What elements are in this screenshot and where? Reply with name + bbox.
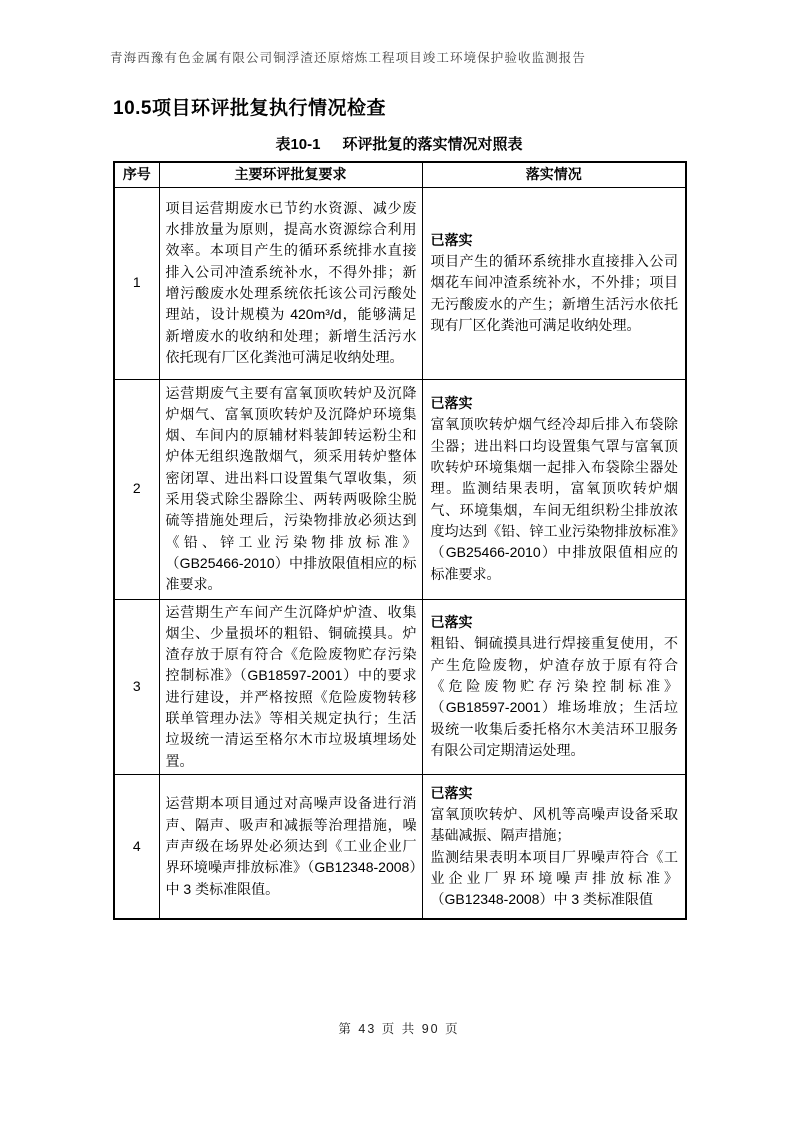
column-header-no: 序号 <box>114 162 159 187</box>
table-row <box>114 187 686 379</box>
status-label: 已落实 <box>430 395 473 412</box>
implementation-paragraph: 项目产生的循环系统排水直接排入公司烟花车间冲渣系统补水，不外排；项目无污酸废水的产生；新增生活污水依托现有厂区化粪池可满足收纳处理。 <box>430 253 678 333</box>
status-label: 已落实 <box>430 614 473 631</box>
table-caption-text: 环评批复的落实情况对照表 <box>342 136 523 153</box>
table-row <box>114 774 686 919</box>
implementation-cell <box>422 379 686 599</box>
table-caption <box>113 133 685 154</box>
compliance-table <box>113 161 687 920</box>
requirement-cell: 运营期本项目通过对高噪声设备进行消声、隔声、吸声和减振等治理措施，噪声声级在场界处必须达到《工业企业厂界环境噪声排放标准》（GB12348-2008）中 3 类标准限值。 <box>159 774 422 919</box>
status-label: 已落实 <box>430 231 473 248</box>
table-body <box>114 187 686 919</box>
column-header-requirement: 主要环评批复要求 <box>159 162 422 187</box>
row-number-cell: 2 <box>114 379 159 599</box>
row-number-cell: 4 <box>114 774 159 919</box>
implementation-cell <box>422 599 686 774</box>
column-header-implementation: 落实情况 <box>422 162 686 187</box>
requirement-cell: 项目运营期废水已节约水资源、减少废水排放量为原则，提高水资源综合利用效率。本项目产生的循环系统排水直接排入公司冲渣系统补水，不得外排；新增污酸废水处理系统依托该公司污酸处理站，设计规模为 420m³/d，能够满足新增废水的收纳和处理；新增生活污水依托现有厂区化粪池可满足收纳处理。 <box>159 187 422 379</box>
implementation-paragraph: 富氧顶吹转炉、风机等高噪声设备采取基础减振、隔声措施； <box>430 806 678 844</box>
table-row <box>114 379 686 599</box>
implementation-cell <box>422 774 686 919</box>
implementation-paragraph: 监测结果表明本项目厂界噪声符合《工业企业厂界环境噪声排放标准》（GB12348-2008）中 3 类标准限值 <box>430 848 678 908</box>
page-number: 第 43 页 共 90 页 <box>338 1022 460 1036</box>
implementation-cell <box>422 187 686 379</box>
requirement-cell: 运营期废气主要有富氧顶吹转炉及沉降炉烟气、富氧顶吹转炉及沉降炉环境集烟、车间内的原辅材料装卸转运粉尘和炉体无组织逸散烟气，须采用转炉整体密闭罩、进出料口设置集气罩收集，须采用袋式除尘器除尘、两转两吸除尘脱硫等措施处理后，污染物排放必须达到《铅、锌工业污染物排放标准》（GB25466-2010）中排放限值相应的标准要求。 <box>159 379 422 599</box>
implementation-paragraph: 富氧顶吹转炉烟气经冷却后排入布袋除尘器；进出料口均设置集气罩与富氧顶吹转炉环境集烟一起排入布袋除尘器处理。监测结果表明，富氧顶吹转炉烟气、环境集烟，车间无组织粉尘排放浓度均达到《铅、锌工业污染物排放标准》（GB25466-2010）中排放限值相应的标准要求。 <box>430 416 678 582</box>
requirement-cell: 运营期生产车间产生沉降炉炉渣、收集烟尘、少量损坏的粗铅、铜硫摸具。炉渣存放于原有符合《危险废物贮存污染控制标准》（GB18597-2001）中的要求进行建设，并严格按照《危险废物转移联单管理办法》等相关规定执行；生活垃圾统一清运至格尔木市垃圾填埋场处置。 <box>159 599 422 774</box>
table-header-row <box>114 162 686 187</box>
row-number-cell: 3 <box>114 599 159 774</box>
section-title: 10.5项目环评批复执行情况检查 <box>113 98 386 119</box>
table-caption-label: 表10-1 <box>275 136 321 153</box>
document-header: 青海西豫有色金属有限公司铜浮渣还原熔炼工程项目竣工环境保护验收监测报告 <box>110 51 587 65</box>
table-row <box>114 599 686 774</box>
row-number-cell: 1 <box>114 187 159 379</box>
status-label: 已落实 <box>430 784 473 801</box>
implementation-paragraph: 粗铅、铜硫摸具进行焊接重复使用，不产生危险废物，炉渣存放于原有符合《危险废物贮存污染控制标准》（GB18597-2001）堆场堆放；生活垃圾统一收集后委托格尔木美洁环卫服务有限公司定期清运处理。 <box>430 635 678 758</box>
